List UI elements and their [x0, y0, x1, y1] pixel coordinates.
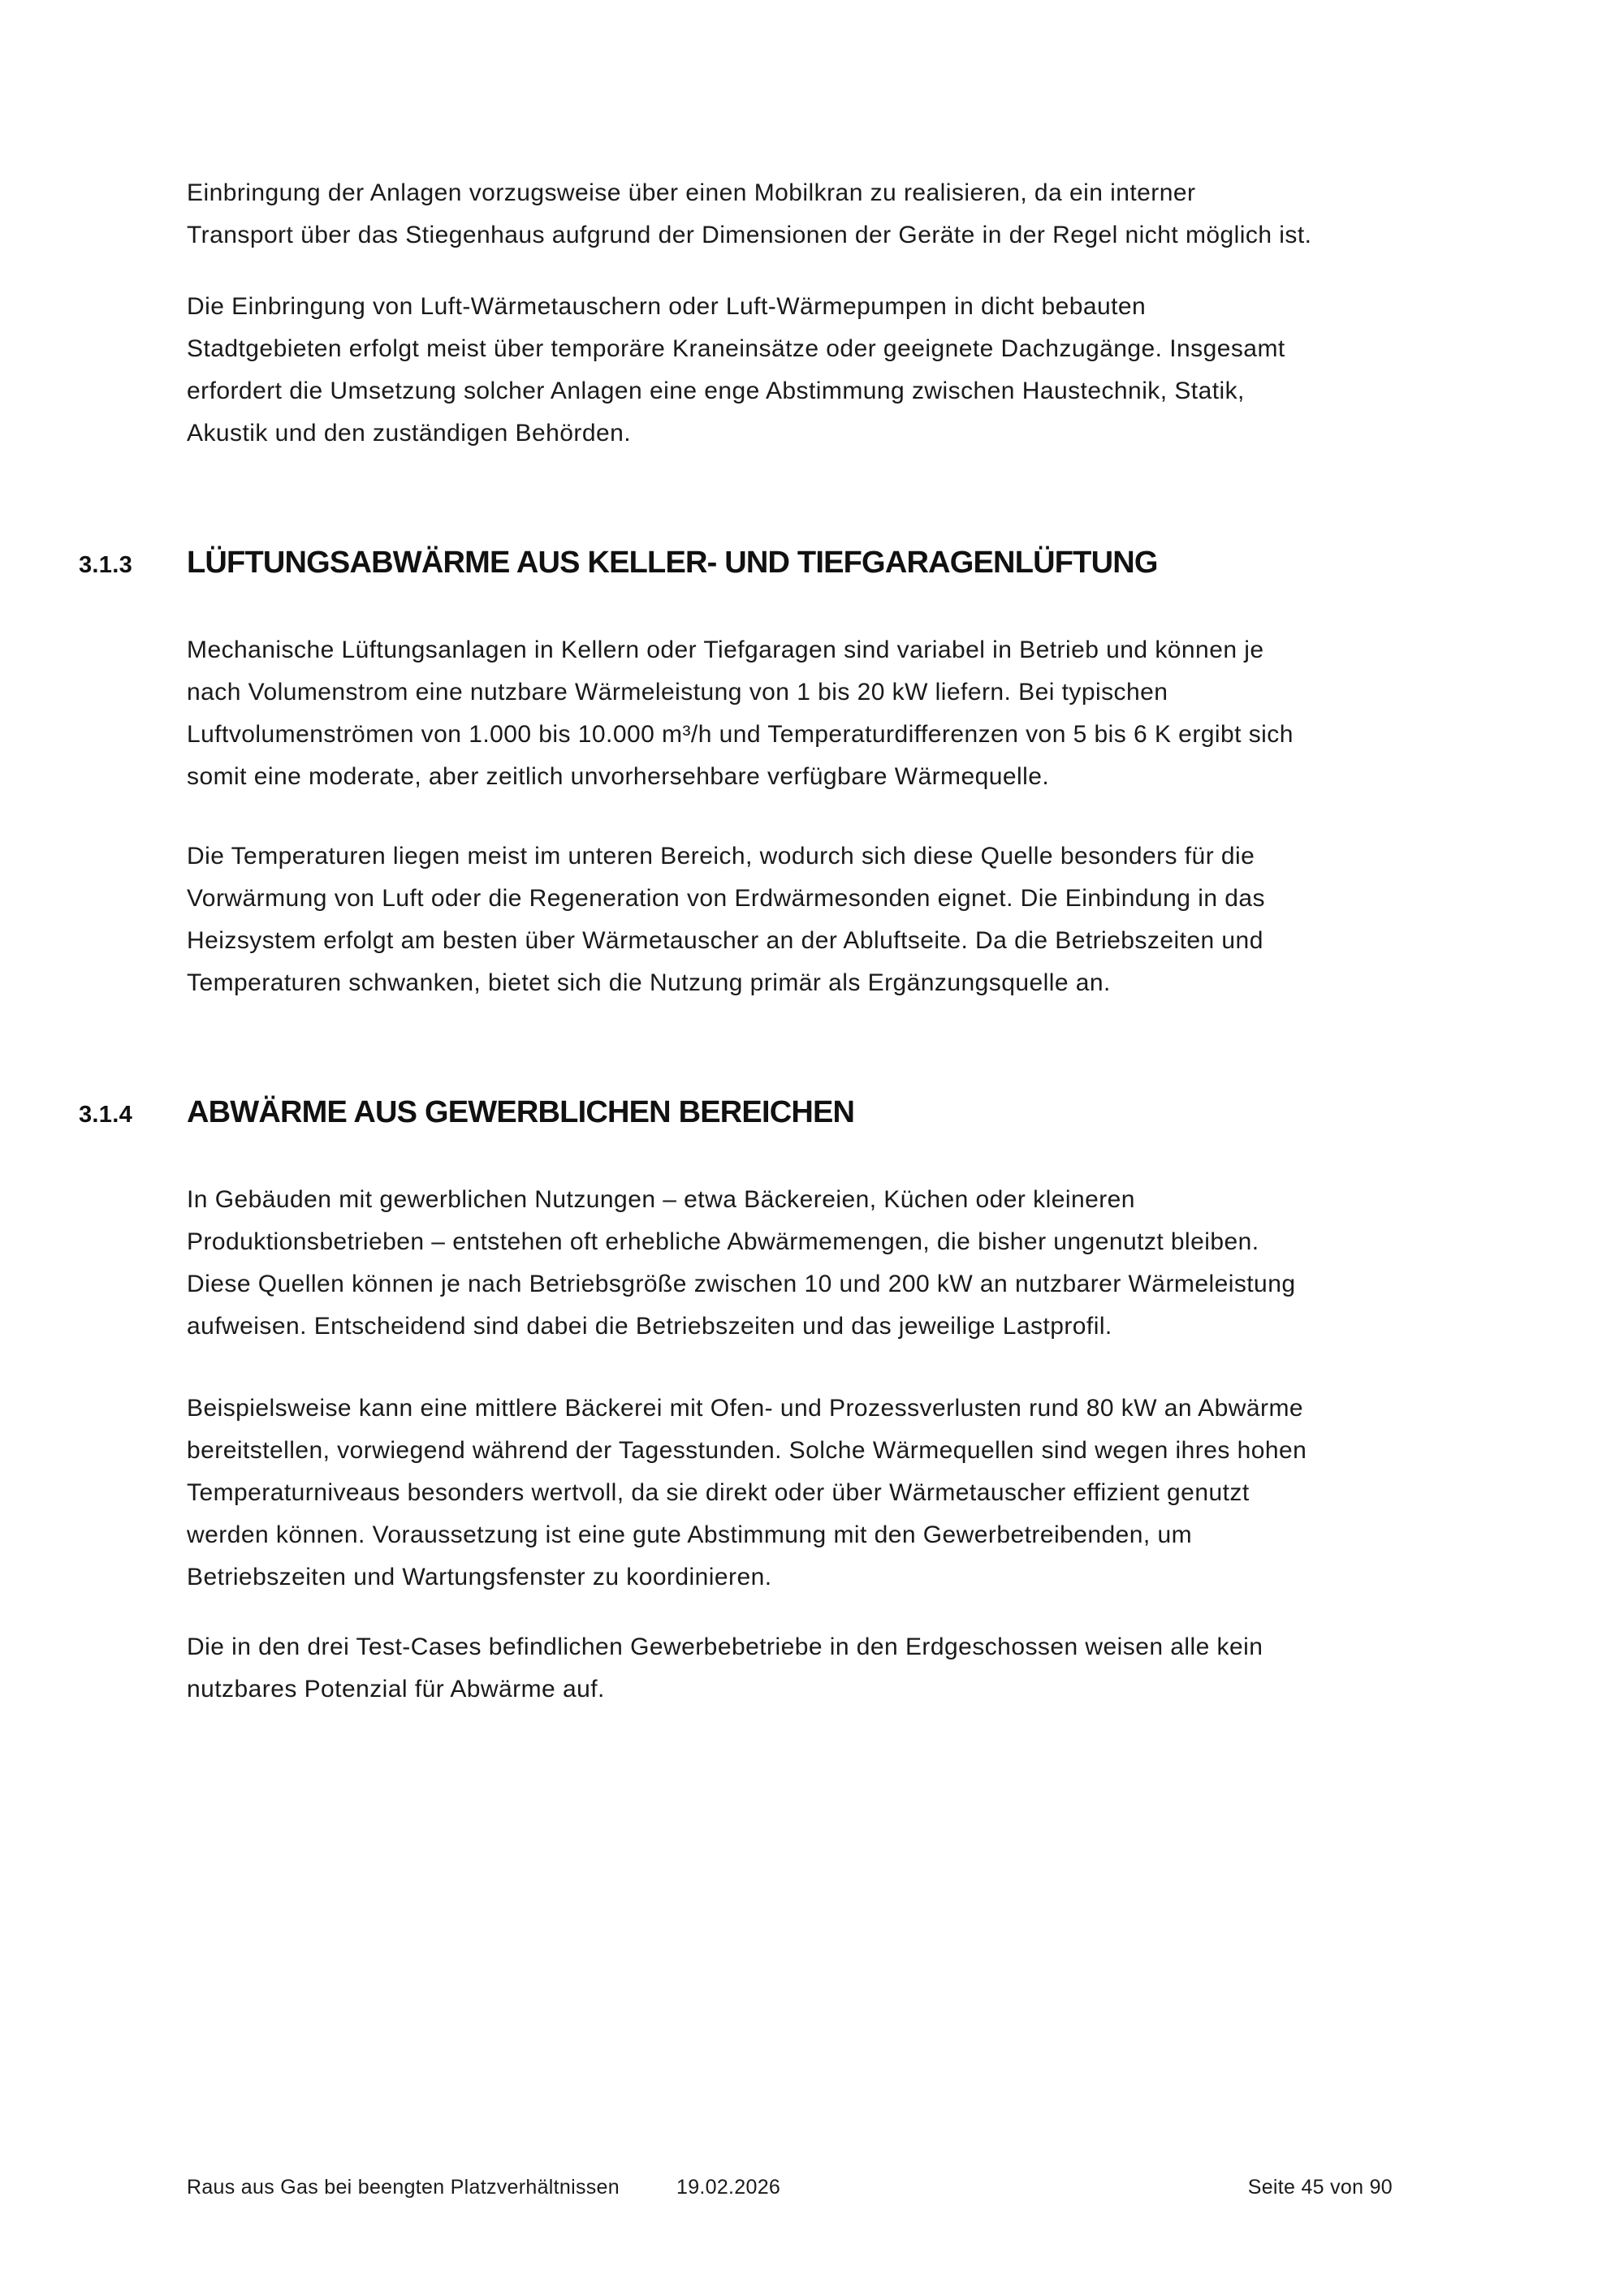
text-line: Temperaturen schwanken, bietet sich die Nutzung primär als Ergänzungsquelle an.: [187, 969, 1111, 996]
text-line: Beispielsweise kann eine mittlere Bäckerei mit Ofen- und Prozessverlusten rund 80 kW an Abwärme: [187, 1395, 1304, 1422]
text-line: Luftvolumenströmen von 1.000 bis 10.000 m³/h und Temperaturdifferenzen von 5 bis 6 K ergibt sich: [187, 721, 1294, 748]
text-line: nach Volumenstrom eine nutzbare Wärmeleistung von 1 bis 20 kW liefern. Bei typischen: [187, 679, 1168, 706]
text-line: somit eine moderate, aber zeitlich unvorhersehbare verfügbare Wärmequelle.: [187, 763, 1050, 790]
text-line: Transport über das Stiegenhaus aufgrund der Dimensionen der Geräte in der Regel nicht möglich ist.: [187, 222, 1312, 248]
section-heading: [79, 1094, 854, 1133]
paragraph: [187, 835, 1453, 1004]
text-line: Diese Quellen können je nach Betriebsgröße zwischen 10 und 200 kW an nutzbarer Wärmeleistung: [187, 1271, 1296, 1297]
text-line: Mechanische Lüftungsanlagen in Kellern oder Tiefgaragen sind variabel in Betrieb und können je: [187, 637, 1264, 663]
footer-page-indicator: Seite 45 von 90: [1247, 2176, 1393, 2199]
section-heading: [79, 544, 1158, 584]
paragraph: [187, 1626, 1453, 1711]
text-line: werden können. Voraussetzung ist eine gute Abstimmung mit den Gewerbetreibenden, um: [187, 1521, 1193, 1548]
text-line: nutzbares Potenzial für Abwärme auf.: [187, 1676, 605, 1703]
text-line: aufweisen. Entscheidend sind dabei die Betriebszeiten und das jeweilige Lastprofil.: [187, 1313, 1112, 1340]
page-footer: [0, 2175, 1624, 2199]
footer-document-title: Raus aus Gas bei beengten Platzverhältnissen: [187, 2176, 620, 2199]
paragraph: [187, 1388, 1453, 1599]
section-title: LÜFTUNGSABWÄRME AUS KELLER- UND TIEFGARAGENLÜFTUNG: [187, 546, 1158, 580]
text-line: Die in den drei Test-Cases befindlichen Gewerbebetriebe in den Erdgeschossen weisen alle kein: [187, 1634, 1263, 1660]
text-line: bereitstellen, vorwiegend während der Tagesstunden. Solche Wärmequellen sind wegen ihres hohen: [187, 1437, 1307, 1464]
text-line: Einbringung der Anlagen vorzugsweise über einen Mobilkran zu realisieren, da ein interner: [187, 179, 1196, 206]
text-line: Temperaturniveaus besonders wertvoll, da sie direkt oder über Wärmetauscher effizient genutzt: [187, 1479, 1250, 1506]
text-line: erfordert die Umsetzung solcher Anlagen eine enge Abstimmung zwischen Haustechnik, Statik,: [187, 378, 1245, 404]
footer-date: 19.02.2026: [676, 2176, 781, 2199]
text-line: Betriebszeiten und Wartungsfenster zu koordinieren.: [187, 1564, 772, 1590]
text-line: Akustik und den zuständigen Behörden.: [187, 420, 632, 447]
text-line: Heizsystem erfolgt am besten über Wärmetauscher an der Abluftseite. Da die Betriebszeiten und: [187, 927, 1263, 954]
paragraph: [187, 172, 1453, 257]
section-number: 3.1.4: [79, 1102, 132, 1128]
text-line: Die Einbringung von Luft-Wärmetauschern oder Luft-Wärmepumpen in dicht bebauten: [187, 293, 1147, 320]
text-line: Produktionsbetrieben – entstehen oft erhebliche Abwärmemengen, die bisher ungenutzt bleiben.: [187, 1228, 1259, 1255]
section-number: 3.1.3: [79, 552, 132, 578]
text-line: In Gebäuden mit gewerblichen Nutzungen – etwa Bäckereien, Küchen oder kleineren: [187, 1186, 1135, 1213]
paragraph: [187, 1179, 1453, 1348]
section-title: ABWÄRME AUS GEWERBLICHEN BEREICHEN: [187, 1095, 855, 1129]
paragraph: [187, 629, 1453, 798]
paragraph: [187, 286, 1453, 455]
text-line: Stadtgebieten erfolgt meist über temporäre Kraneinsätze oder geeignete Dachzugänge. Insgesamt: [187, 335, 1285, 362]
text-line: Die Temperaturen liegen meist im unteren Bereich, wodurch sich diese Quelle besonders für die: [187, 843, 1255, 870]
text-line: Vorwärmung von Luft oder die Regeneration von Erdwärmesonden eignet. Die Einbindung in das: [187, 885, 1265, 912]
